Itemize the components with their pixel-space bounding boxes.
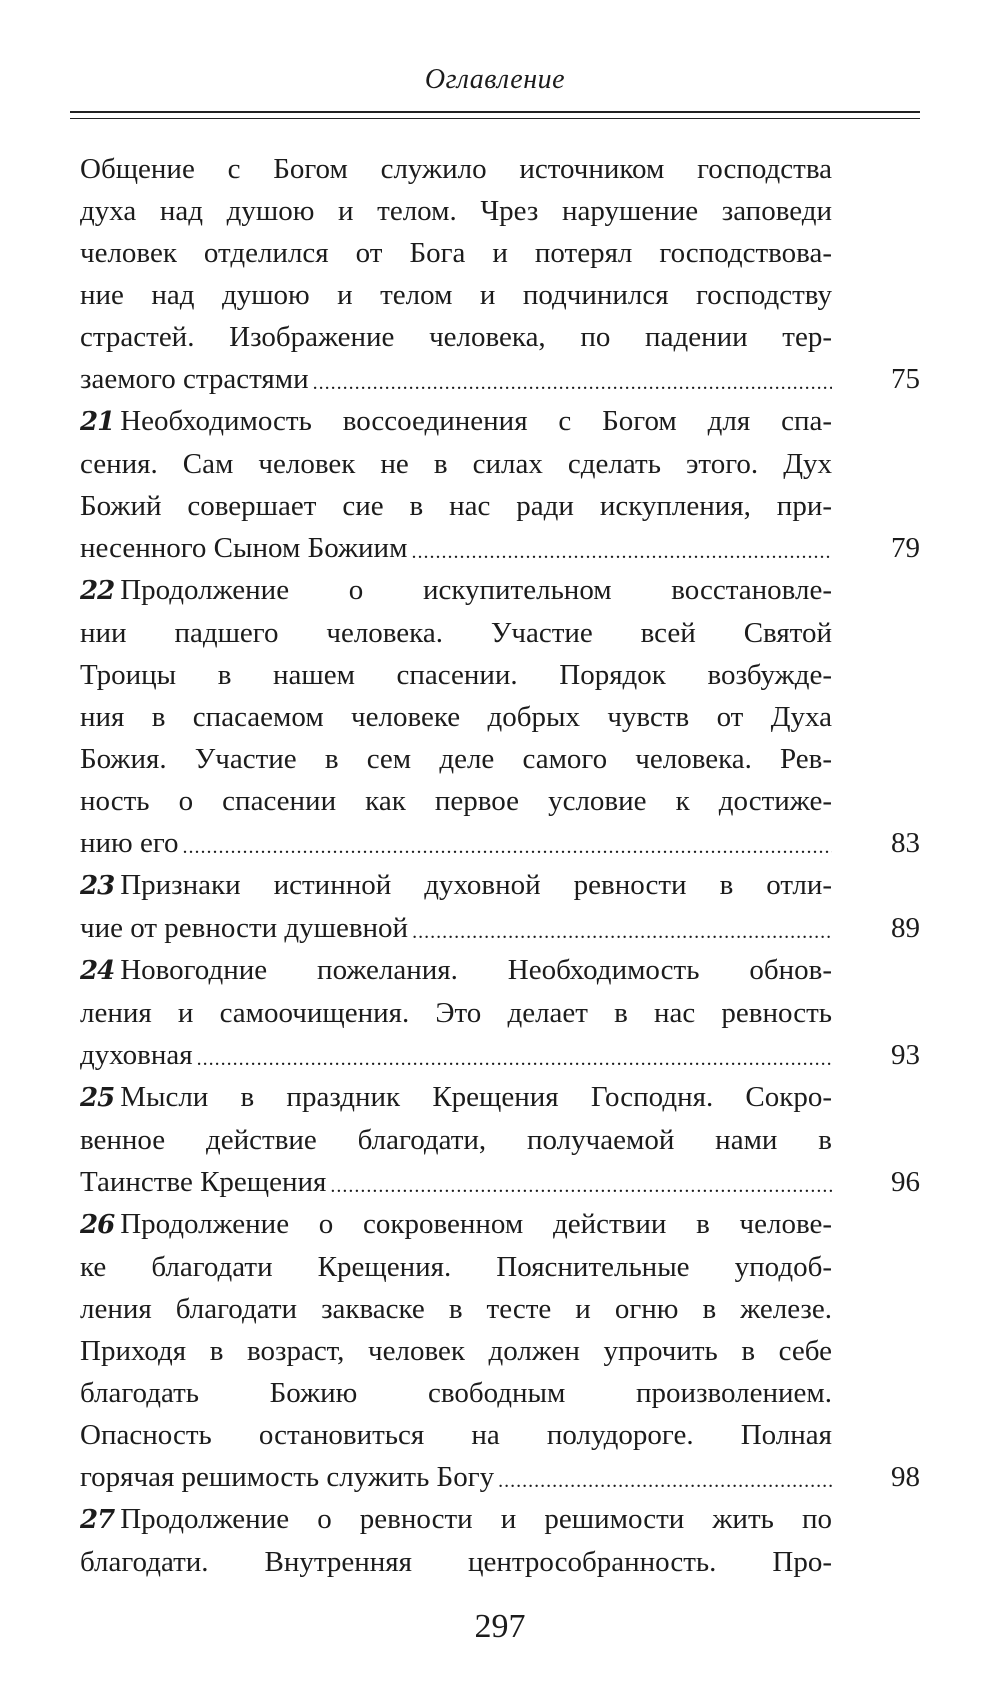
- toc-line-text: [80, 358, 309, 400]
- toc-line: [80, 1203, 832, 1246]
- toc-line-text: [80, 1034, 193, 1076]
- dot-leader: [309, 366, 832, 400]
- toc-line: [80, 274, 832, 316]
- header-rule-thin: [70, 118, 920, 119]
- table-of-contents: [80, 148, 920, 1583]
- toc-line: [80, 148, 832, 190]
- toc-line: [80, 527, 832, 569]
- toc-entry: [80, 949, 920, 1076]
- toc-line-words: ность о спасении как первое условие к достиже-: [80, 785, 832, 817]
- toc-line-words: Новогодние пожелания. Необходимость обнов-: [120, 954, 832, 986]
- dot-leader: [494, 1464, 832, 1498]
- toc-line-words: венное действие благодати, получаемой нами в: [80, 1124, 832, 1156]
- toc-line: [80, 190, 832, 232]
- toc-line: [80, 400, 832, 443]
- toc-line: [80, 1498, 832, 1541]
- toc-line-words: духовная: [80, 1039, 193, 1071]
- toc-line-words: Приходя в возраст, человек должен упрочить в себе: [80, 1335, 832, 1367]
- toc-line: [80, 1161, 832, 1203]
- toc-line-words: Общение с Богом служило источником господства: [80, 153, 832, 185]
- toc-line: [80, 1414, 832, 1456]
- toc-entry: [80, 400, 920, 569]
- chapter-number: 23: [80, 871, 115, 901]
- toc-line: [80, 822, 832, 864]
- toc-line-text: [80, 1161, 326, 1203]
- running-head: Оглавление: [424, 64, 566, 95]
- toc-line-words: Божий совершает сие в нас ради искупления, при-: [80, 490, 832, 522]
- dot-leader: [179, 830, 833, 864]
- toc-page-number: 93: [891, 1039, 920, 1071]
- toc-line-words: Необходимость воссоединения с Богом для спа-: [120, 405, 832, 437]
- toc-entry-text: [80, 949, 832, 1076]
- dot-leader: [407, 535, 832, 569]
- toc-line: [80, 696, 832, 738]
- toc-entry: [80, 1498, 920, 1583]
- toc-line-words: ления благодати закваске в тесте и огню в железе.: [80, 1293, 832, 1325]
- toc-line-words: Мысли в праздник Крещения Господня. Сокро-: [120, 1081, 832, 1113]
- toc-line-words: духа над душою и телом. Чрез нарушение заповеди: [80, 195, 832, 227]
- chapter-number: 27: [80, 1505, 115, 1535]
- toc-line: [80, 907, 832, 949]
- header-rule-thick: [70, 111, 920, 113]
- toc-line-words: человек отделился от Бога и потерял господствова-: [80, 237, 832, 269]
- toc-line: [80, 1076, 832, 1119]
- toc-entry-text: [80, 1076, 832, 1203]
- toc-page-number: 75: [891, 363, 920, 395]
- toc-line-words: ления и самоочищения. Это делает в нас ревность: [80, 997, 832, 1029]
- dot-leader: [193, 1042, 832, 1076]
- toc-line-words: Продолжение о сокровенном действии в челове-: [120, 1208, 832, 1240]
- dot-leader: [326, 1169, 832, 1203]
- toc-line: [80, 1456, 832, 1498]
- toc-line: [80, 316, 832, 358]
- toc-entry: [80, 864, 920, 949]
- toc-line-words: Божия. Участие в сем деле самого человека. Рев-: [80, 743, 832, 775]
- toc-line: [80, 738, 832, 780]
- toc-entry: [80, 1203, 920, 1498]
- toc-line: [80, 864, 832, 907]
- toc-line-words: нию его: [80, 827, 179, 859]
- toc-line-text: [80, 527, 407, 569]
- toc-line-words: ке благодати Крещения. Пояснительные уподоб-: [80, 1251, 832, 1283]
- dot-leader: [408, 915, 832, 949]
- toc-line-words: Продолжение о искупительном восстановле-: [120, 574, 832, 606]
- toc-line-words: ния в спасаемом человеке добрых чувств от Духа: [80, 701, 832, 733]
- toc-page-number: 98: [891, 1461, 920, 1493]
- toc-line-words: благодать Божию свободным произволением.: [80, 1377, 832, 1409]
- toc-line-words: несенного Сыном Божиим: [80, 532, 408, 564]
- toc-line-words: Таинстве Крещения: [80, 1166, 327, 1198]
- toc-line-words: страстей. Изображение человека, по падении тер-: [80, 321, 832, 353]
- toc-entry-text: [80, 864, 832, 949]
- toc-page-number: 83: [891, 827, 920, 859]
- toc-entry-text: [80, 1203, 832, 1498]
- toc-line: [80, 569, 832, 612]
- toc-line-words: заемого страстями: [80, 363, 309, 395]
- chapter-number: 25: [80, 1083, 115, 1113]
- toc-page-number: 79: [891, 532, 920, 564]
- toc-line: [80, 1119, 832, 1161]
- toc-line-words: благодати. Внутренняя центрособранность. Про-: [80, 1546, 832, 1578]
- toc-line-text: [80, 1456, 494, 1498]
- toc-line: [80, 1330, 832, 1372]
- toc-entry: [80, 569, 920, 864]
- chapter-number: 24: [80, 956, 115, 986]
- header-double-rule: [70, 111, 920, 119]
- toc-line-words: нии падшего человека. Участие всей Святой: [80, 617, 832, 649]
- toc-line-words: чие от ревности душевной: [80, 912, 409, 944]
- toc-line: [80, 654, 832, 696]
- toc-line-words: Продолжение о ревности и решимости жить по: [120, 1503, 832, 1535]
- toc-line-text: [80, 907, 408, 949]
- toc-line: [80, 949, 832, 992]
- toc-line-words: Признаки истинной духовной ревности в отли-: [120, 869, 832, 901]
- toc-page-number: 96: [891, 1166, 920, 1198]
- toc-line: [80, 485, 832, 527]
- toc-line: [80, 1541, 832, 1583]
- toc-line: [80, 780, 832, 822]
- toc-line: [80, 992, 832, 1034]
- toc-line: [80, 1246, 832, 1288]
- toc-entry-text: [80, 569, 832, 864]
- toc-line: [80, 612, 832, 654]
- chapter-number: 21: [80, 407, 115, 437]
- toc-line-words: сения. Сам человек не в силах сделать этого. Дух: [80, 448, 832, 480]
- toc-entry: [80, 1076, 920, 1203]
- chapter-number: 26: [80, 1210, 115, 1240]
- toc-line-words: Опасность остановиться на полудороге. Полная: [80, 1419, 832, 1451]
- toc-line: [80, 1288, 832, 1330]
- toc-entry: [80, 148, 920, 400]
- toc-line-text: [80, 822, 179, 864]
- page-number: 297: [474, 1608, 526, 1645]
- toc-line: [80, 1372, 832, 1414]
- toc-line-words: Троицы в нашем спасении. Порядок возбужде-: [80, 659, 832, 691]
- toc-line-words: горячая решимость служить Богу: [80, 1461, 495, 1493]
- toc-entry-text: [80, 148, 832, 400]
- toc-line: [80, 358, 832, 400]
- toc-entry-text: [80, 1498, 832, 1583]
- toc-line: [80, 443, 832, 485]
- toc-page-number: 89: [891, 912, 920, 944]
- chapter-number: 22: [80, 576, 115, 606]
- toc-line: [80, 232, 832, 274]
- toc-entry-text: [80, 400, 832, 569]
- toc-line-words: ние над душою и телом и подчинился господству: [80, 279, 832, 311]
- toc-line: [80, 1034, 832, 1076]
